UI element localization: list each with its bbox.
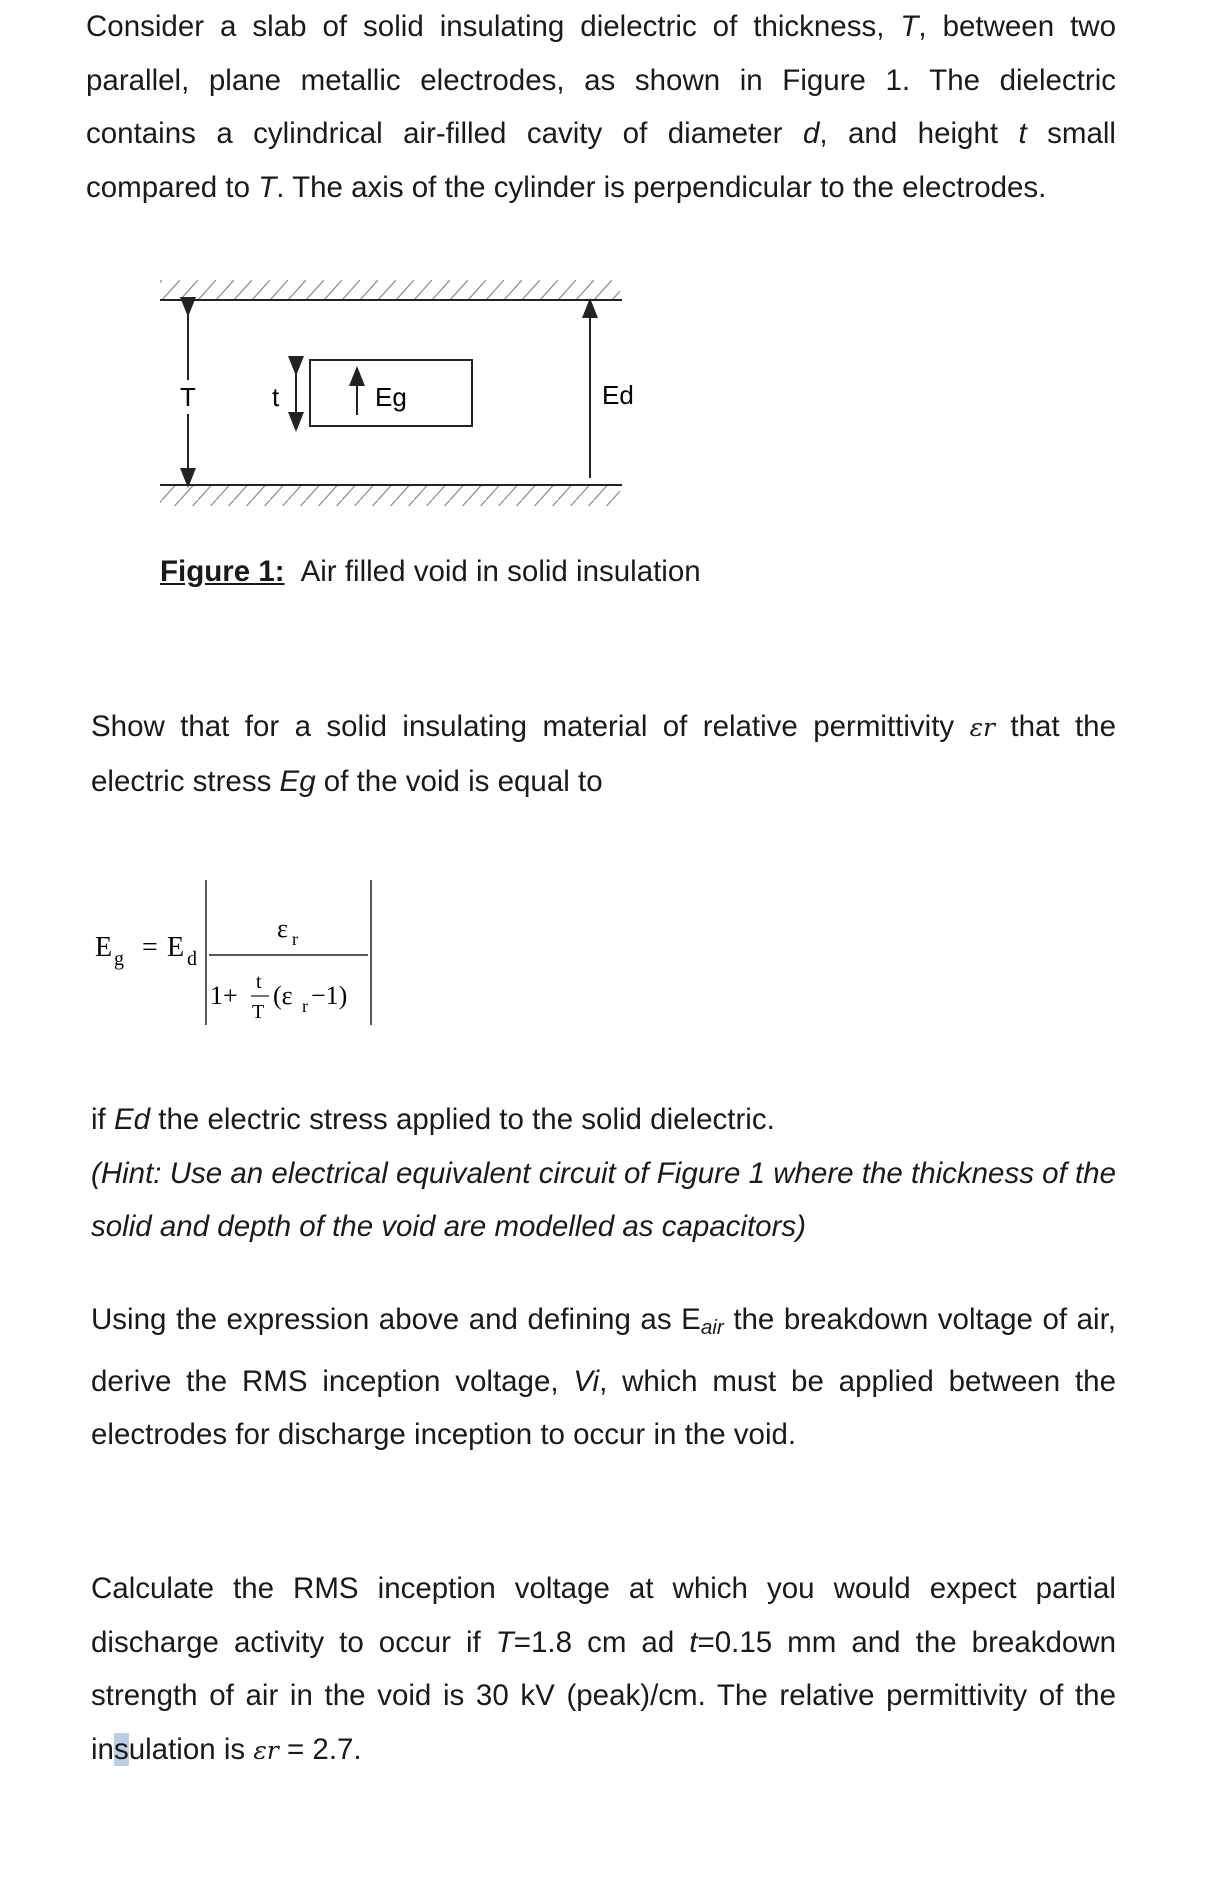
svg-text:E: E (167, 932, 185, 963)
figure-1-diagram (0, 0, 1215, 540)
hint-text: (Hint: Use an electrical equivalent circuit of Figure 1 where the thickness of the solid and depth of the void are modelled as capacitors) (91, 1156, 1116, 1243)
figure-caption (160, 555, 701, 589)
T-label: T (180, 382, 196, 412)
top-electrode (160, 280, 622, 300)
figure-caption-label: Figure 1: (160, 555, 285, 588)
figure-caption-text: Air filled void in solid insulation (300, 555, 701, 588)
text-cursor-highlight: s (113, 1732, 129, 1766)
Eg-label: Eg (375, 382, 407, 412)
t-label: t (272, 382, 280, 412)
svg-text:1+: 1+ (210, 981, 238, 1010)
svg-text:d: d (187, 948, 197, 970)
question-1-paragraph: Show that for a solid insulating material of relative permittivity εr that the electric stress Eg of the void is equal to (91, 710, 1116, 798)
svg-text:T: T (252, 1001, 265, 1023)
question-2-paragraph: Using the expression above and defining as $E_{air}$ the breakdown voltage of air, derive the RMS inception voltage, Vi, which must be applied between the electrodes for discharge inception to occur in the void. (91, 1303, 1116, 1452)
question-3-paragraph: Calculate the RMS inception voltage at which you would expect partial discharge activity to occur if T=1.8 cm ad t=0.15 mm and the breakdown strength of air in the void is 30 kV (peak)/cm. The relative permittivity of the insulation is εr = 2.7. (91, 1572, 1116, 1766)
svg-text:ε: ε (277, 914, 288, 943)
svg-text:t: t (256, 971, 262, 993)
intro-paragraph: Consider a slab of solid insulating dielectric of thickness, T, between two parallel, plane metallic electrodes, as shown in Figure 1. The dielectric contains a cylindrical air-filled cavity of diameter d, and height t small compared to T. The axis of the cylinder is perpendicular to the electrodes. (86, 10, 1116, 204)
svg-text:−1): −1) (311, 981, 348, 1010)
stress-equation (85, 860, 405, 1030)
svg-text:r: r (292, 929, 298, 949)
bottom-electrode (160, 485, 622, 506)
svg-text:(ε: (ε (273, 981, 293, 1010)
svg-text:r: r (302, 996, 308, 1016)
svg-text:=: = (142, 932, 158, 963)
Ed-label: Ed (602, 380, 634, 410)
after-equation-paragraph: if Ed the electric stress applied to the solid dielectric. (Hint: Use an electrical equivalent circuit of Figure 1 where the thickness of the solid and depth of the void are modelled as capacitors) (91, 1103, 1116, 1243)
svg-text:g: g (114, 948, 124, 970)
svg-text:E: E (95, 932, 113, 963)
